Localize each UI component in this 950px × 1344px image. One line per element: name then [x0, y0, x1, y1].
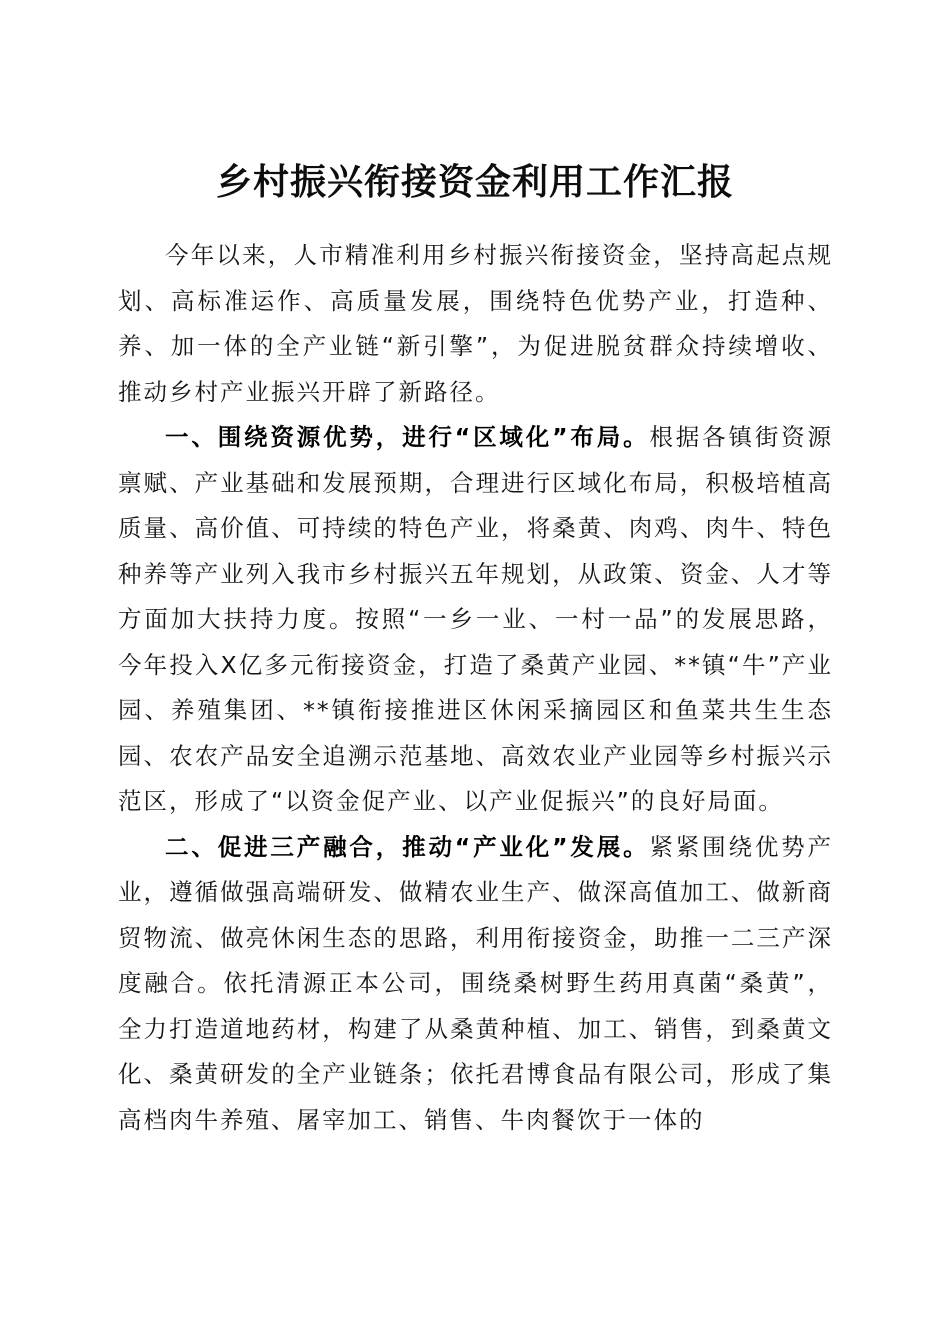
- document-body: [118, 233, 833, 1143]
- paragraph-intro-text: 今年以来，人市精准利用乡村振兴衔接资金，坚持高起点规划、高标准运作、高质量发展，围绕特色优势产业，打造种、养、加一体的全产业链“新引擎”，为促进脱贫群众持续增收、推动乡村产业振兴开辟了新路径。: [118, 241, 833, 406]
- section-2-text: 紧紧围绕优势产业，遵循做强高端研发、做精农业生产、做深高值加工、做新商贸物流、做亮休闲生态的思路，利用衔接资金，助推一二三产深度融合。依托清源正本公司，围绕桑树野生药用真菌“桑黄”，全力打造道地药材，构建了从桑黄种植、加工、销售，到桑黄文化、桑黄研发的全产业链条；依托君博食品有限公司，形成了集高档肉牛养殖、屠宰加工、销售、牛肉餐饮于一体的: [118, 832, 834, 1134]
- paragraph-section-1: [118, 415, 833, 825]
- paragraph-intro: [118, 233, 833, 415]
- document-title: 乡村振兴衔接资金利用工作汇报: [215, 161, 734, 204]
- section-1-text: 根据各镇街资源禀赋、产业基础和发展预期，合理进行区域化布局，积极培植高质量、高价值、可持续的特色产业，将桑黄、肉鸡、肉牛、特色种养等产业列入我市乡村振兴五年规划，从政策、资金、人才等方面加大扶持力度。按照“一乡一业、一村一品”的发展思路，今年投入X亿多元衔接资金，打造了桑黄产业园、**镇“牛”产业园、养殖集团、**镇衔接推进区休闲采摘园区和鱼菜共生生态园、农农产品安全追溯示范基地、高效农业产业园等乡村振兴示范区，形成了“以资金促产业、以产业促振兴”的良好局面。: [118, 423, 834, 815]
- paragraph-section-2: [118, 825, 833, 1144]
- section-1-heading: 一、围绕资源优势，进行“区域化”布局。: [165, 423, 650, 451]
- section-2-heading: 二、促进三产融合，推动“产业化”发展。: [165, 832, 650, 861]
